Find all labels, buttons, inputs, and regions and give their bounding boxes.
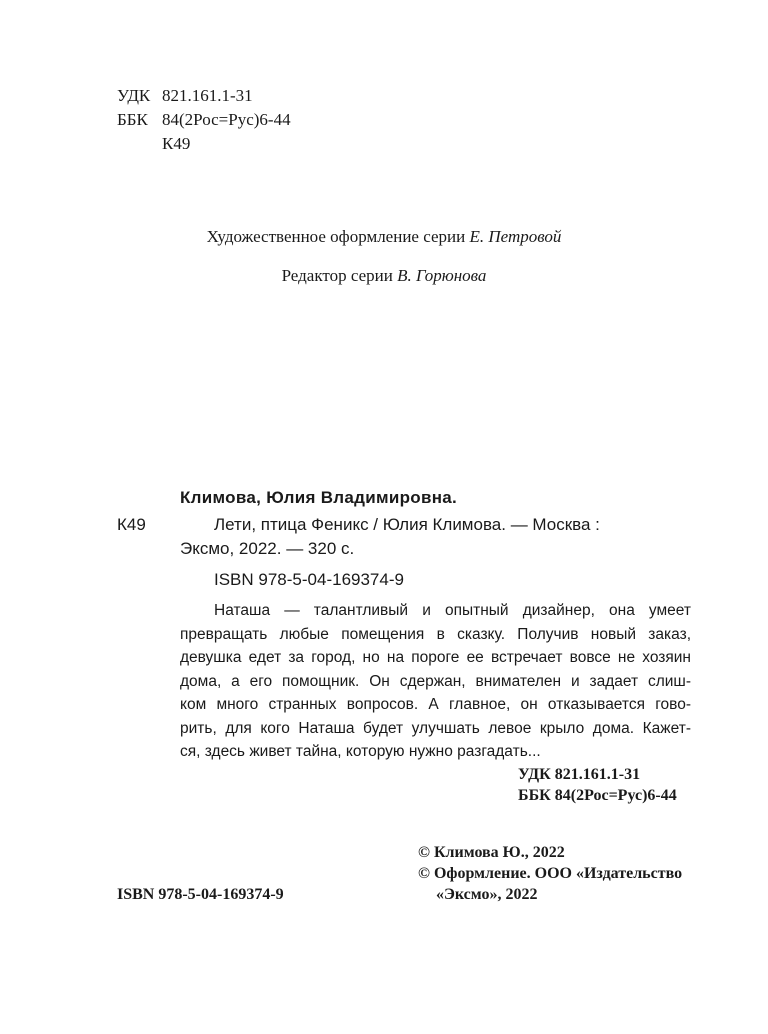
annotation-line: рить, для кого Наташа будет улучшать левое крыло дома. Кажет- — [180, 719, 691, 737]
author-sign-top: К49 — [162, 134, 191, 153]
copyright-design: © Оформление. ООО «Издательство — [418, 865, 683, 882]
annotation-line: ся, здесь живет тайна, которую нужно разгадать... — [180, 743, 541, 760]
bib-isbn: ISBN 978-5-04-169374-9 — [214, 570, 404, 589]
editor-credit-name: В. Горюнова — [397, 266, 487, 285]
udk-line — [117, 84, 253, 108]
annotation — [180, 599, 691, 764]
copyright-author: © Климова Ю., 2022 — [418, 844, 565, 861]
bbk-code: ББК 84(2Рос=Рус)6-44 — [518, 787, 677, 804]
udk-code: УДК 821.161.1-31 — [518, 766, 641, 783]
copyright-publisher: «Эксмо», 2022 — [436, 886, 538, 903]
bbk-label: ББК — [117, 110, 148, 129]
annotation-line: девушка едет за город, но на пороге ее встречает вовсе не хозяин — [180, 649, 691, 666]
udk-label: УДК — [117, 86, 151, 105]
editor-credit-prefix: Редактор серии — [281, 266, 393, 285]
bib-author: Климова, Юлия Владимировна. — [180, 488, 458, 507]
footer-isbn: ISBN 978-5-04-169374-9 — [117, 886, 284, 903]
annotation-line: Наташа — талантливый и опытный дизайнер, она умеет — [214, 602, 691, 619]
bbk-line — [117, 108, 291, 132]
annotation-line: ком много странных вопросов. А главное, он отказывается гово- — [180, 696, 691, 713]
bib-title-line: Лети, птица Феникс / Юлия Климова. — Москва : — [214, 515, 600, 534]
design-credit-name: Е. Петровой — [469, 227, 562, 246]
udk-value: 821.161.1-31 — [162, 86, 253, 105]
design-credit-prefix: Художественное оформление серии — [206, 227, 466, 246]
editor-credit — [0, 266, 768, 286]
bbk-value: 84(2Рос=Рус)6-44 — [162, 110, 291, 129]
bib-author-sign: К49 — [117, 515, 146, 534]
annotation-line: превращать любые помещения в сказку. Получив новый заказ, — [180, 625, 691, 643]
annotation-line: дома, а его помощник. Он сдержан, внимателен и задает слиш- — [180, 672, 691, 690]
design-credit — [0, 227, 768, 247]
bib-imprint-line: Эксмо, 2022. — 320 с. — [180, 539, 355, 558]
